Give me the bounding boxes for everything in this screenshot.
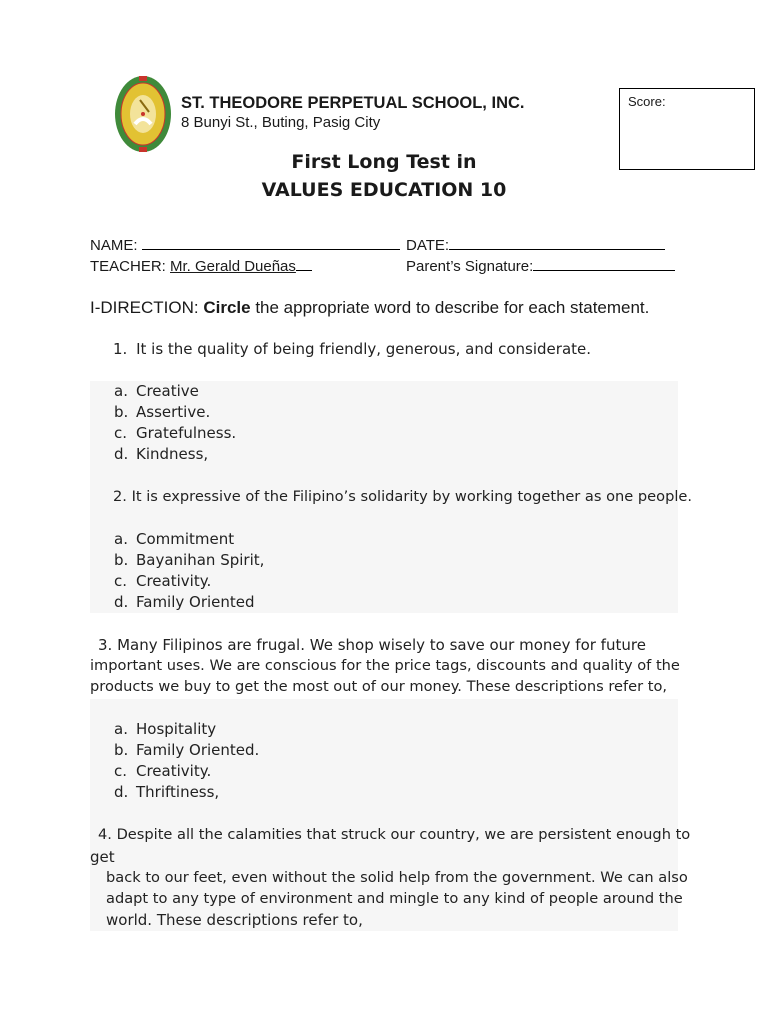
date-label: DATE: xyxy=(406,237,450,254)
question-2-option-a[interactable] xyxy=(114,530,234,548)
option-letter: c. xyxy=(114,572,128,590)
score-label: Score: xyxy=(628,94,666,109)
option-letter: d. xyxy=(114,783,129,801)
question-3-line-2: important uses. We are conscious for the price tags, discounts and quality of the xyxy=(90,657,680,674)
parent-signature-field xyxy=(406,256,675,275)
option-letter: b. xyxy=(114,741,129,759)
date-field xyxy=(406,235,665,254)
option-letter: b. xyxy=(114,551,129,569)
name-blank xyxy=(142,235,400,250)
direction xyxy=(90,298,649,318)
question-3-line-1: 3. Many Filipinos are frugal. We shop wisely to save our money for future xyxy=(98,636,646,654)
question-1-text: It is the quality of being friendly, generous, and considerate. xyxy=(136,340,592,358)
option-text: Creative xyxy=(136,382,199,400)
subject-title: VALUES EDUCATION 10 xyxy=(261,179,507,201)
option-text: Bayanihan Spirit, xyxy=(136,551,265,569)
question-2-option-d[interactable] xyxy=(114,593,255,611)
option-text: Hospitality xyxy=(136,720,217,738)
option-text: Gratefulness. xyxy=(136,424,237,442)
question-3-option-b[interactable] xyxy=(114,741,259,759)
teacher-field xyxy=(90,256,312,275)
option-letter: a. xyxy=(114,382,128,400)
option-letter: b. xyxy=(114,403,129,421)
option-text: Family Oriented xyxy=(136,593,255,611)
question-4-line-4: adapt to any type of environment and mingle to any kind of people around the xyxy=(106,890,683,907)
question-3-option-d[interactable] xyxy=(114,783,219,801)
question-2-option-b[interactable] xyxy=(114,551,264,569)
option-text: Kindness, xyxy=(136,445,209,463)
option-letter: d. xyxy=(114,593,129,611)
option-letter: d. xyxy=(114,445,129,463)
question-2-option-c[interactable] xyxy=(114,572,211,590)
option-letter: a. xyxy=(114,530,128,548)
teacher-label: TEACHER: xyxy=(90,258,166,275)
question-1 xyxy=(113,340,591,358)
direction-text: the appropriate word to describe for each statement. xyxy=(255,298,650,317)
direction-prefix: I-DIRECTION: xyxy=(90,298,199,317)
school-logo xyxy=(113,74,173,154)
question-1-number: 1. xyxy=(113,340,128,358)
parent-signature-blank xyxy=(533,256,675,271)
option-text: Assertive. xyxy=(136,403,211,421)
teacher-blank xyxy=(296,256,312,271)
question-3-option-a[interactable] xyxy=(114,720,216,738)
question-4-line-1: 4. Despite all the calamities that struck our country, we are persistent enough to xyxy=(98,826,691,843)
option-text: Creativity. xyxy=(136,572,212,590)
option-text: Thriftiness, xyxy=(136,783,220,801)
question-1-option-b[interactable] xyxy=(114,403,210,421)
teacher-name: Mr. Gerald Dueñas xyxy=(170,258,296,275)
school-address: 8 Bunyi St., Buting, Pasig City xyxy=(181,114,381,131)
test-title: First Long Test in xyxy=(291,151,477,173)
name-field xyxy=(90,235,400,254)
option-text: Creativity. xyxy=(136,762,212,780)
question-2: 2. It is expressive of the Filipino’s solidarity by working together as one people. xyxy=(113,488,693,505)
question-1-option-c[interactable] xyxy=(114,424,236,442)
question-1-option-a[interactable] xyxy=(114,382,199,400)
direction-emphasis: Circle xyxy=(203,298,251,317)
option-letter: c. xyxy=(114,424,128,442)
question-3-option-c[interactable] xyxy=(114,762,211,780)
option-text: Family Oriented. xyxy=(136,741,260,759)
parent-signature-label: Parent’s Signature: xyxy=(406,258,534,275)
question-1-option-d[interactable] xyxy=(114,445,208,463)
option-letter: a. xyxy=(114,720,128,738)
question-4-line-3: back to our feet, even without the solid help from the government. We can also xyxy=(106,869,688,886)
name-label: NAME: xyxy=(90,237,138,254)
question-3-line-3: products we buy to get the most out of our money. These descriptions refer to, xyxy=(90,678,668,695)
option-letter: c. xyxy=(114,762,128,780)
school-name: ST. THEODORE PERPETUAL SCHOOL, INC. xyxy=(181,94,525,112)
question-4-line-5: world. These descriptions refer to, xyxy=(106,911,363,929)
question-4-line-2: get xyxy=(90,848,115,866)
date-blank xyxy=(449,235,665,250)
option-text: Commitment xyxy=(136,530,235,548)
